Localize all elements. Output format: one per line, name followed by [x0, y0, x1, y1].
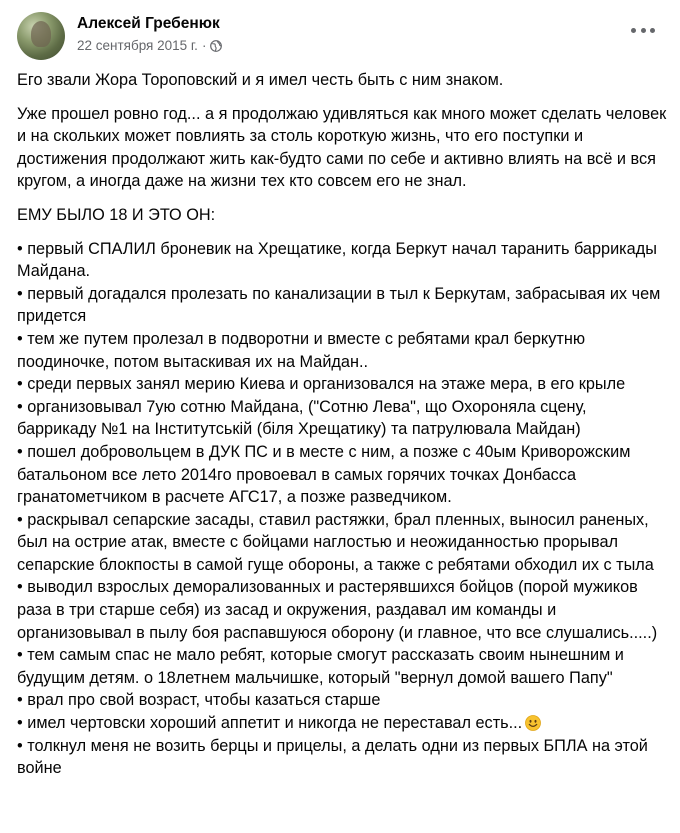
post-text	[17, 69, 667, 780]
bullet-item: • выводил взрослых деморализованных и растерявшихся бойцов (порой мужиков раза в три старше себя) из засад и окружения, раздавал им команды и организовывал в пылу боя распавшуюся оборону (и главное, что все слушались.....)	[17, 578, 658, 642]
post-date[interactable]: 22 сентября 2015 г.	[77, 38, 198, 53]
bullet-item-text: • имел чертовски хороший аппетит и никогда не переставал есть...	[17, 714, 523, 733]
meta-separator: ·	[201, 38, 207, 53]
paragraph-2: Уже прошел ровно год... а я продолжаю удивляться как много может сделать человек и на скольких может повлиять за столь короткую жизнь, что его поступки и достижения продолжают жить как-будто сами по себе и активно влиять на всё и вся кругом, а иногда даже на жизни тех кто совсем его не знал.	[17, 104, 667, 191]
post-meta	[77, 38, 222, 53]
bullet-item: • организовывал 7ую сотню Майдана, ("Сотню Лева", що Охороняла сцену, баррикаду №1 на Інститутській (біля Хрещатику) та патрулювала Майдан)	[17, 397, 587, 439]
paragraph-1: Его звали Жора Тороповский и я имел честь быть с ним знаком.	[17, 71, 504, 89]
bullet-item: • раскрывал сепарские засады, ставил растяжки, брал пленных, выносил раненых, был на острие атак, вместе с бойцами наглостью и неожиданностью прорывал сепарские блокпосты в самой гуще обороны, а также с ребятами обходил их с тыла	[17, 510, 654, 574]
bullet-item: • толкнул меня не возить берцы и прицелы, а делать одни из первых БПЛА на этой войне	[17, 736, 648, 778]
bullet-item: • пошел добровольцем в ДУК ПС и в месте с ним, а позже с 40ым Криворожским батальоном все лето 2014го провоевал в самых горячих точках Донбасса гранатометчиком в расчете АГС17, а позже разведчиком.	[17, 442, 631, 507]
author-avatar[interactable]	[17, 12, 65, 60]
bullet-item: • врал про свой возраст, чтобы казаться старше	[17, 691, 381, 710]
post-header	[17, 12, 663, 62]
bullet-item: • тем самым спас не мало ребят, которые смогут рассказать своим нынешним и будущим детям. о 18летнем мальчишке, который "вернул домой вашего Папу"	[17, 646, 624, 687]
bullet-item: • первый СПАЛИЛ броневик на Хрещатике, когда Беркут начал таранить баррикады Майдана.	[17, 239, 657, 281]
more-options-icon[interactable]	[631, 20, 655, 40]
bullet-item: • среди первых занял мерию Киева и организовался на этаже мера, в его крыле	[17, 375, 626, 394]
bullet-item: • первый догадался пролезать по канализации в тыл к Беркутам, забрасывая их чем придется	[17, 284, 661, 326]
globe-icon[interactable]	[210, 40, 222, 52]
author-name[interactable]: Алексей Гребенюк	[77, 15, 220, 32]
smiley-face-icon	[525, 715, 541, 731]
bullet-item: • тем же путем пролезал в подворотни и вместе с ребятами крал беркутню поодиночке, потом вытаскивая их на Майдан..	[17, 329, 586, 371]
bullet-item-with-emoji	[17, 712, 667, 735]
paragraph-3: ЕМУ БЫЛО 18 И ЭТО ОН:	[17, 205, 216, 224]
